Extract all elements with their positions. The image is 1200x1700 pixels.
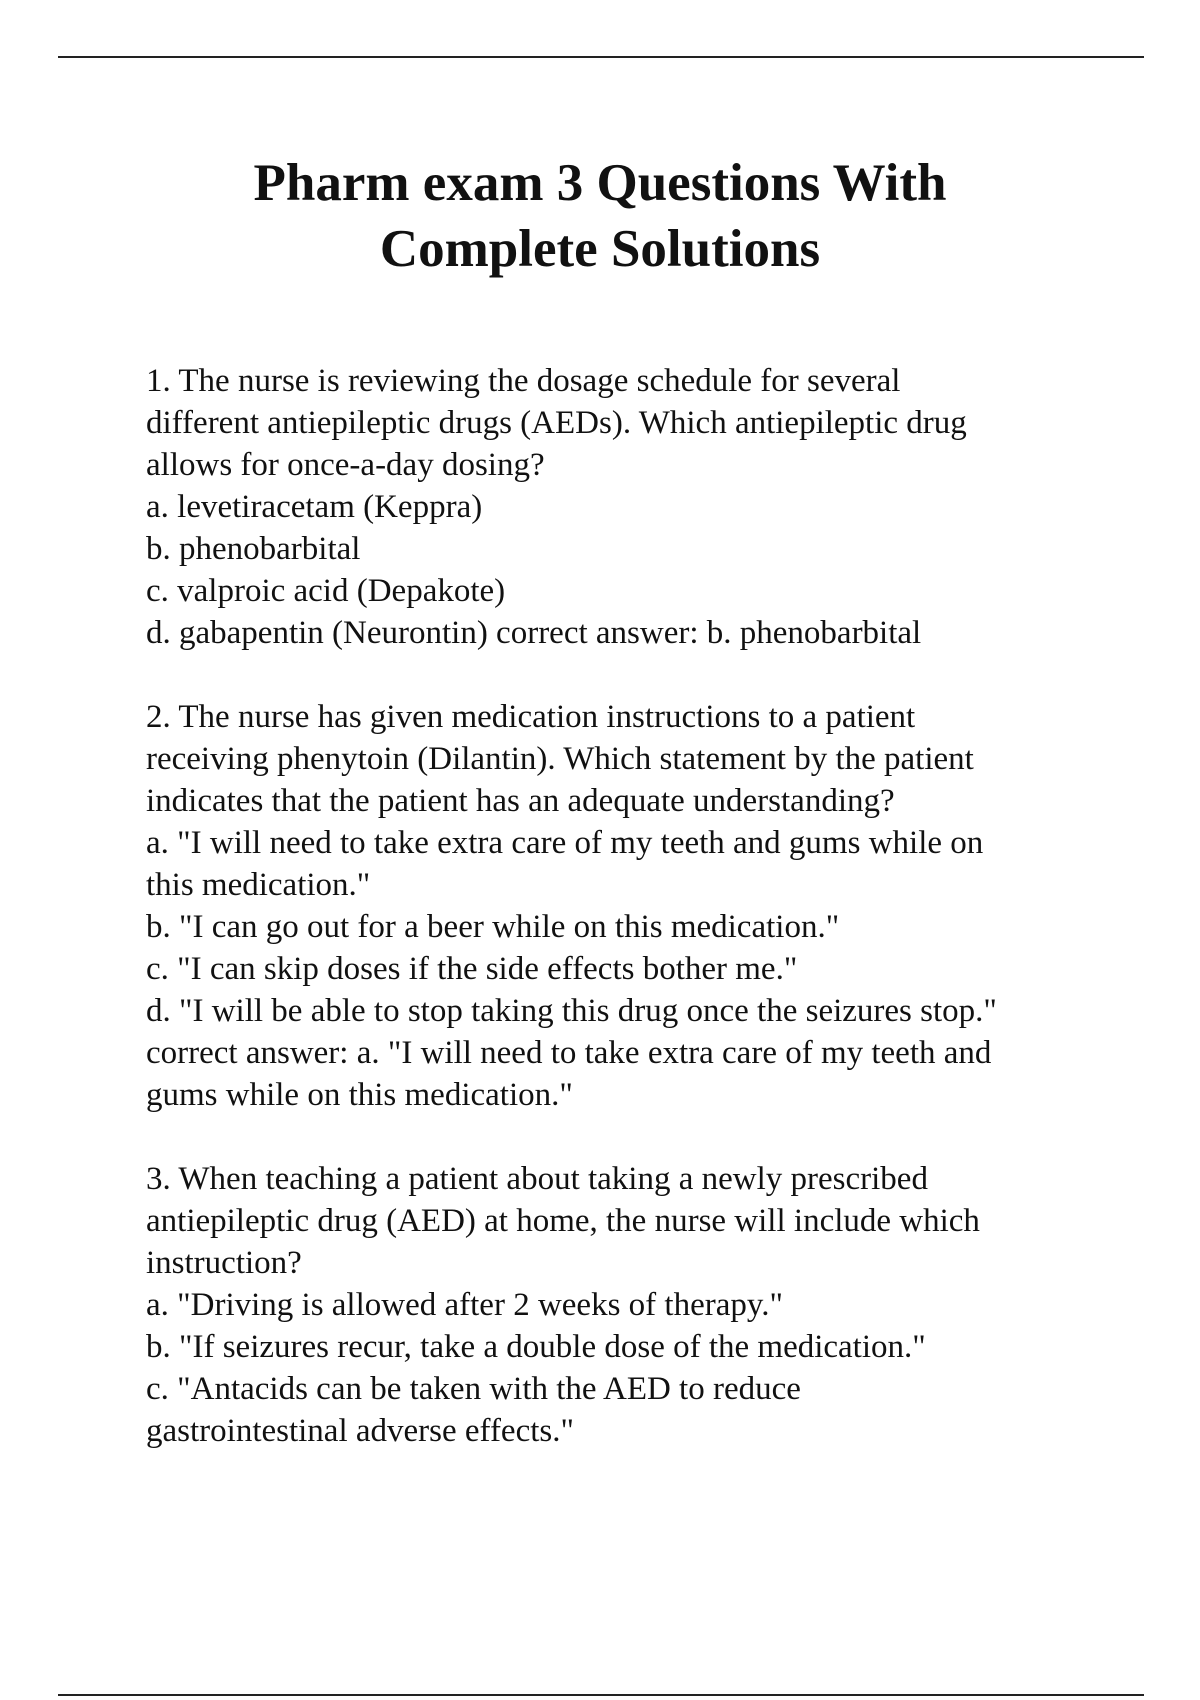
option-b: b. "If seizures recur, take a double dose of the medication." [146,1329,926,1365]
question-text [146,360,1096,654]
text-line: 3. When teaching a patient about taking a newly prescribed [146,1161,928,1197]
option-b: b. phenobarbital [146,531,361,567]
option-a: a. "I will need to take extra care of my teeth and gums while on [146,825,984,861]
option-d: d. "I will be able to stop taking this drug once the seizures stop." [146,993,997,1029]
option-d: d. gabapentin (Neurontin) correct answer: b. phenobarbital [146,615,922,651]
question-text [146,696,1096,1116]
text-line: instruction? [146,1245,302,1281]
correct-answer-continued: gums while on this medication." [146,1077,573,1113]
text-line: receiving phenytoin (Dilantin). Which statement by the patient [146,741,974,777]
correct-answer: correct answer: a. "I will need to take extra care of my teeth and [146,1035,992,1071]
text-line: different antiepileptic drugs (AEDs). Which antiepileptic drug [146,405,967,441]
text-line: indicates that the patient has an adequate understanding? [146,783,895,819]
text-line: 1. The nurse is reviewing the dosage schedule for several [146,363,901,399]
question-1 [146,360,1096,654]
option-a: a. levetiracetam (Keppra) [146,489,483,525]
text-line: allows for once-a-day dosing? [146,447,545,483]
question-3 [146,1158,1096,1452]
option-a-continued: this medication." [146,867,371,903]
title-line: Pharm exam 3 Questions With [253,154,947,212]
title-line: Complete Solutions [379,220,821,278]
option-a: a. "Driving is allowed after 2 weeks of therapy." [146,1287,783,1323]
question-2 [146,696,1096,1116]
option-c: c. "I can skip doses if the side effects bother me." [146,951,798,987]
top-divider [58,56,1144,58]
text-line: antiepileptic drug (AED) at home, the nurse will include which [146,1203,980,1239]
option-c-continued: gastrointestinal adverse effects." [146,1413,574,1449]
option-c: c. valproic acid (Depakote) [146,573,506,609]
bottom-divider [58,1694,1144,1696]
page-title [0,150,1200,282]
option-b: b. "I can go out for a beer while on this medication." [146,909,840,945]
question-list [146,360,1096,1494]
option-c: c. "Antacids can be taken with the AED to reduce [146,1371,801,1407]
text-line: 2. The nurse has given medication instructions to a patient [146,699,916,735]
question-text [146,1158,1096,1452]
